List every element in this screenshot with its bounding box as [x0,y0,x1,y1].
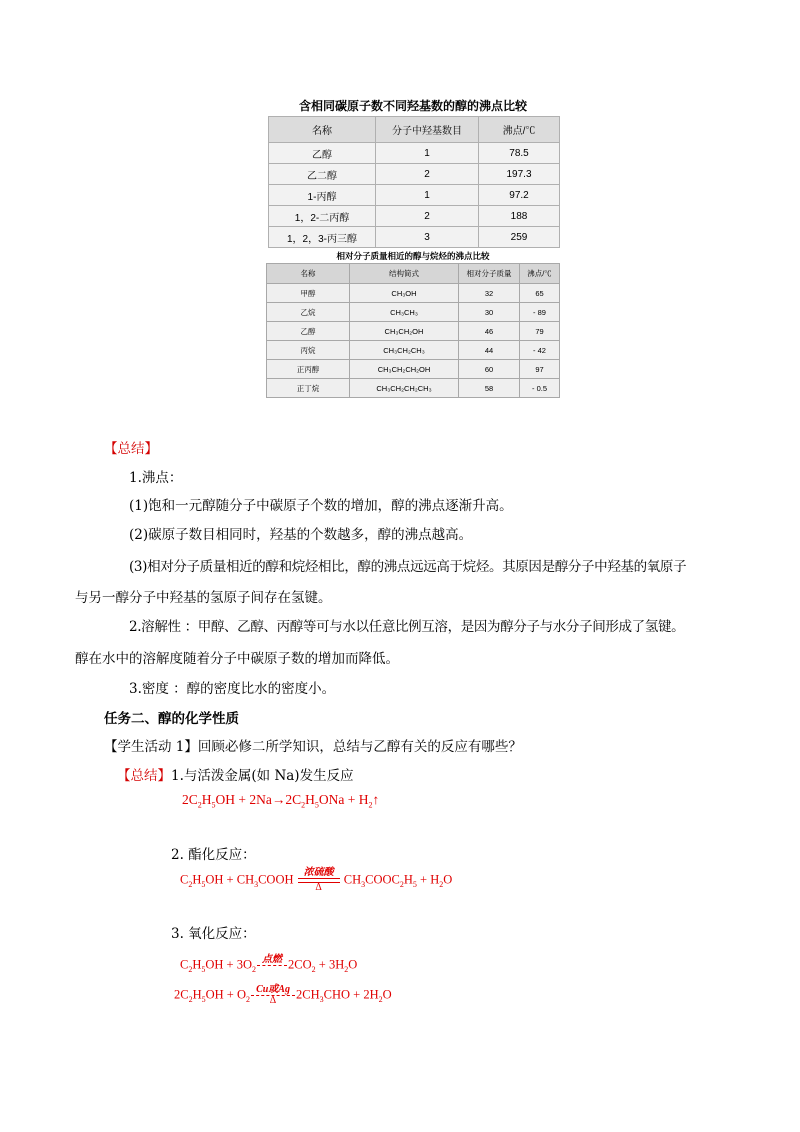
condition-label: Δ [269,995,277,1006]
table2-header: 名称 [267,264,350,284]
reaction-title: 2. 酯化反应： [171,847,256,863]
table2 [266,263,560,398]
table-cell: 2 [376,206,479,227]
equation-esterification: $C_2H_5OH$ + $CH_3COOH$ 浓硫酸 Δ $CH_3COOC_2H_5 + H_2O$ [180,867,453,893]
table-row [269,227,560,248]
table-row [267,379,560,398]
paragraph: 3.密度 ：醇的密度比水的密度小。 [129,681,336,697]
paragraph: 2.溶解性 ：甲醇、乙醇、丙醇等可与水以任意比例互溶，是因为醇分子与水分子间形成了氢键。 [129,619,685,635]
table-cell: 正丙醇 [267,360,350,379]
table-row [267,303,560,322]
condition-label: Cu或Ag [256,984,290,995]
table-cell: 乙醇 [267,322,350,341]
table-cell: 60 [459,360,520,379]
boiling-point-heading: 1.沸点： [129,470,183,486]
table-cell: 1-丙醇 [269,185,376,206]
table2-header: 结构简式 [350,264,459,284]
arrow-icon [257,965,287,966]
equation-combustion: $C_2H_5OH + 3O_2$ 点燃 $2CO_2 + 3H_2O$ [180,954,358,974]
table1-header: 名称 [269,117,376,143]
table-cell: 78.5 [479,143,560,164]
table-row [267,360,560,379]
table-cell: 259 [479,227,560,248]
table-row [267,284,560,303]
table-cell: 58 [459,379,520,398]
table-cell: CH₃CH₃ [350,303,459,322]
paragraph: (2)碳原子数目相同时，羟基的个数越多，醇的沸点越高。 [129,527,473,543]
table-cell: CH₃CH₂CH₃ [350,341,459,360]
table2-title: 相对分子质量相近的醇与烷烃的沸点比较 [336,252,490,262]
table-cell: - 42 [520,341,560,360]
table-cell: 30 [459,303,520,322]
summary-tag: 【总结】 [104,441,158,457]
paragraph: (1)饱和一元醇随分子中碳原子个数的增加，醇的沸点逐渐升高。 [129,498,513,514]
table-row [269,164,560,185]
table-cell: 46 [459,322,520,341]
table-cell: - 89 [520,303,560,322]
condition-label: 浓硫酸 [303,867,334,878]
table1-title: 含相同碳原子数不同羟基数的醇的沸点比较 [298,99,527,113]
equation-sodium: $2C_2H_5OH + 2Na\to 2C_2H_5ONa$ + $H_2↑$ [182,792,380,810]
table-cell: - 0.5 [520,379,560,398]
section-heading: 任务二、醇的化学性质 [104,711,239,727]
table-cell: CH₃CH₂CH₂CH₃ [350,379,459,398]
table-cell: 1 [376,185,479,206]
reaction-title: 3. 氧化反应： [171,926,256,942]
table-row [269,185,560,206]
table-cell: CH₃OH [350,284,459,303]
table-cell: 乙二醇 [269,164,376,185]
student-activity: 【学生活动 1】回顾必修二所学知识，总结与乙醇有关的反应有哪些？ [104,739,522,755]
table-cell: 65 [520,284,560,303]
table-cell: 197.3 [479,164,560,185]
table-cell: 乙烷 [267,303,350,322]
paragraph: 与另一醇分子中羟基的氢原子间存在氢键。 [75,590,332,606]
table1-header: 分子中羟基数目 [376,117,479,143]
table-row [267,341,560,360]
table-cell: CH₃CH₂OH [350,322,459,341]
table1 [268,116,560,248]
condition-label: Δ [315,882,322,893]
condition-label: 点燃 [262,954,283,965]
arrow-icon [251,995,295,996]
table-cell: 44 [459,341,520,360]
table2-header: 沸点/℃ [520,264,560,284]
table-cell: 97.2 [479,185,560,206]
table-cell: CH₃CH₂CH₂OH [350,360,459,379]
table-cell: 2 [376,164,479,185]
reaction-title: 1.与活泼金属(如 Na)发生反应 [171,768,354,784]
table-cell: 1，2-二丙醇 [269,206,376,227]
table-cell: 1，2，3-丙三醇 [269,227,376,248]
table-row [267,322,560,341]
table-cell: 32 [459,284,520,303]
table-cell: 79 [520,322,560,341]
table-row [269,206,560,227]
table-cell: 1 [376,143,479,164]
table1-header: 沸点/℃ [479,117,560,143]
table-cell: 97 [520,360,560,379]
table-row [269,143,560,164]
table-cell: 3 [376,227,479,248]
table-cell: 甲醇 [267,284,350,303]
table-cell: 乙醇 [269,143,376,164]
table-cell: 188 [479,206,560,227]
table-cell: 正丁烷 [267,379,350,398]
table-cell: 丙烷 [267,341,350,360]
summary-tag: 【总结】 [117,768,171,784]
table2-header: 相对分子质量 [459,264,520,284]
paragraph: 醇在水中的溶解度随着分子中碳原子数的增加而降低。 [75,651,399,667]
paragraph: (3)相对分子质量相近的醇和烷烃相比，醇的沸点远远高于烷烃。其原因是醇分子中羟基的氧原子 [129,559,687,575]
equation-catalytic-oxidation: $2C_2H_5OH + O_2$ Cu或Ag Δ $2CH_3CHO + 2H_2O$ [174,984,392,1006]
